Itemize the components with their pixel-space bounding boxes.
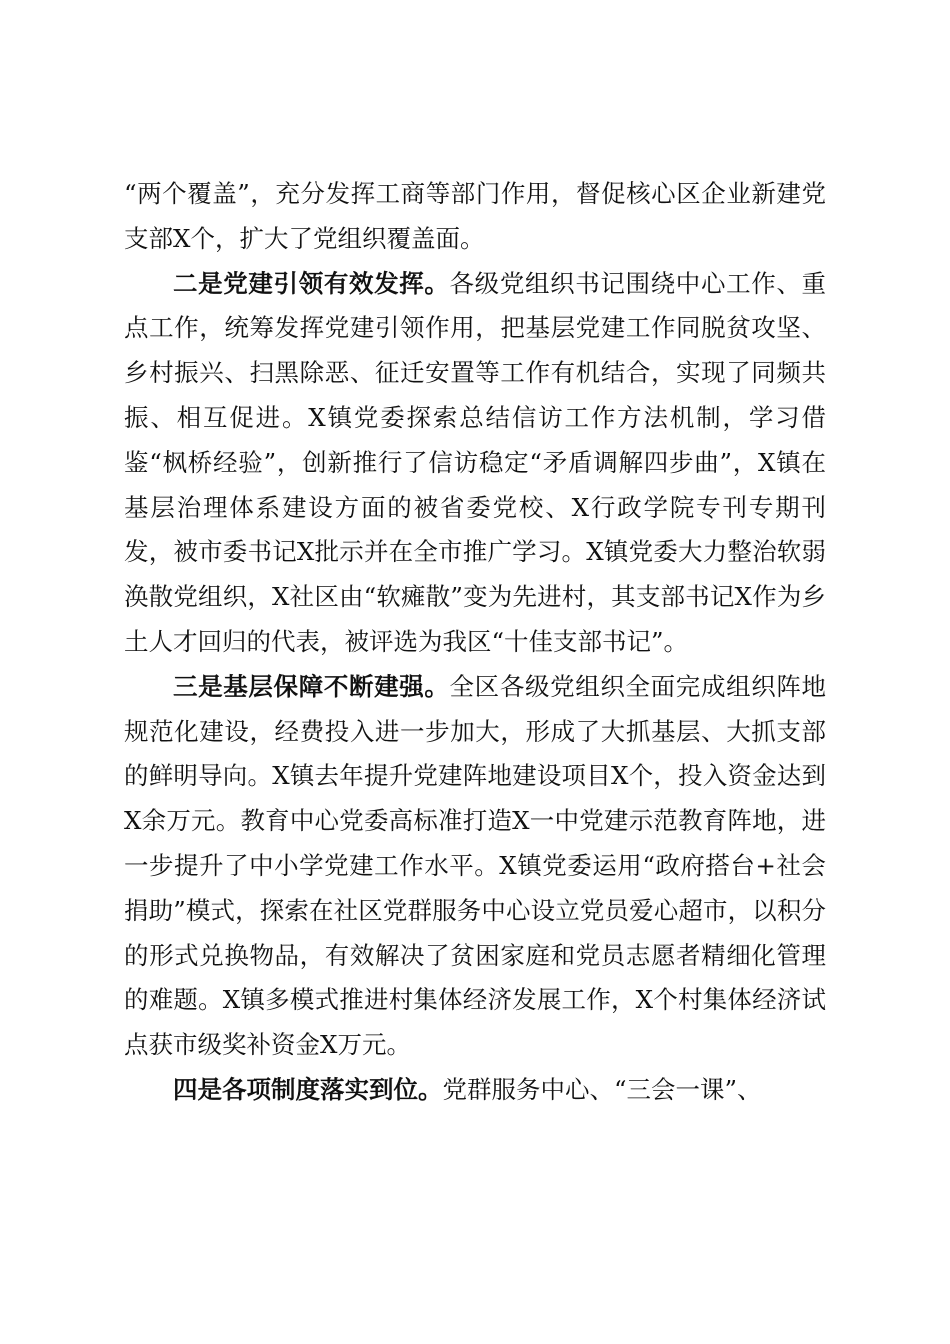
document-body [124, 172, 826, 1113]
paragraph-party-leadership [124, 262, 826, 665]
paragraph-text: “两个覆盖”，充分发挥工商等部门作用，督促核心区企业新建党支部X个，扩大了党组织覆盖面。 [124, 179, 826, 253]
paragraph-heading: 二是党建引领有效发挥。 [173, 268, 450, 298]
paragraph-heading: 四是各项制度落实到位。 [173, 1074, 443, 1104]
paragraph-heading: 三是基层保障不断建强。 [173, 671, 450, 701]
paragraph-grassroots-support [124, 665, 826, 1068]
paragraph-continuation [124, 172, 826, 262]
paragraph-text: 党群服务中心、“三会一课”、 [442, 1074, 762, 1104]
paragraph-text: 各级党组织书记围绕中心工作、重点工作，统筹发挥党建引领作用，把基层党建工作同脱贫攻坚、乡村振兴、扫黑除恶、征迁安置等工作有机结合，实现了同频共振、相互促进。X镇党委探索总结信访工作方法机制，学习借鉴“枫桥经验”，创新推行了信访稳定“矛盾调解四步曲”，X镇在基层治理体系建设方面的被省委党校、X行政学院专刊专期刊发，被市委书记X批示并在全市推广学习。X镇党委大力整治软弱涣散党组织，X社区由“软瘫散”变为先进村，其支部书记X作为乡土人才回归的代表，被评选为我区“十佳支部书记”。 [124, 268, 827, 656]
paragraph-systems-implementation [124, 1068, 826, 1113]
paragraph-text: 全区各级党组织全面完成组织阵地规范化建设，经费投入进一步加大，形成了大抓基层、大抓支部的鲜明导向。X镇去年提升党建阵地建设项目X个，投入资金达到X余万元。教育中心党委高标准打造X一中党建示范教育阵地，进一步提升了中小学党建工作水平。X镇党委运用“政府搭台+社会捐助”模式，探索在社区党群服务中心设立党员爱心超市，以积分的形式兑换物品，有效解决了贫困家庭和党员志愿者精细化管理的难题。X镇多模式推进村集体经济发展工作，X个村集体经济试点获市级奖补资金X万元。 [124, 671, 827, 1060]
